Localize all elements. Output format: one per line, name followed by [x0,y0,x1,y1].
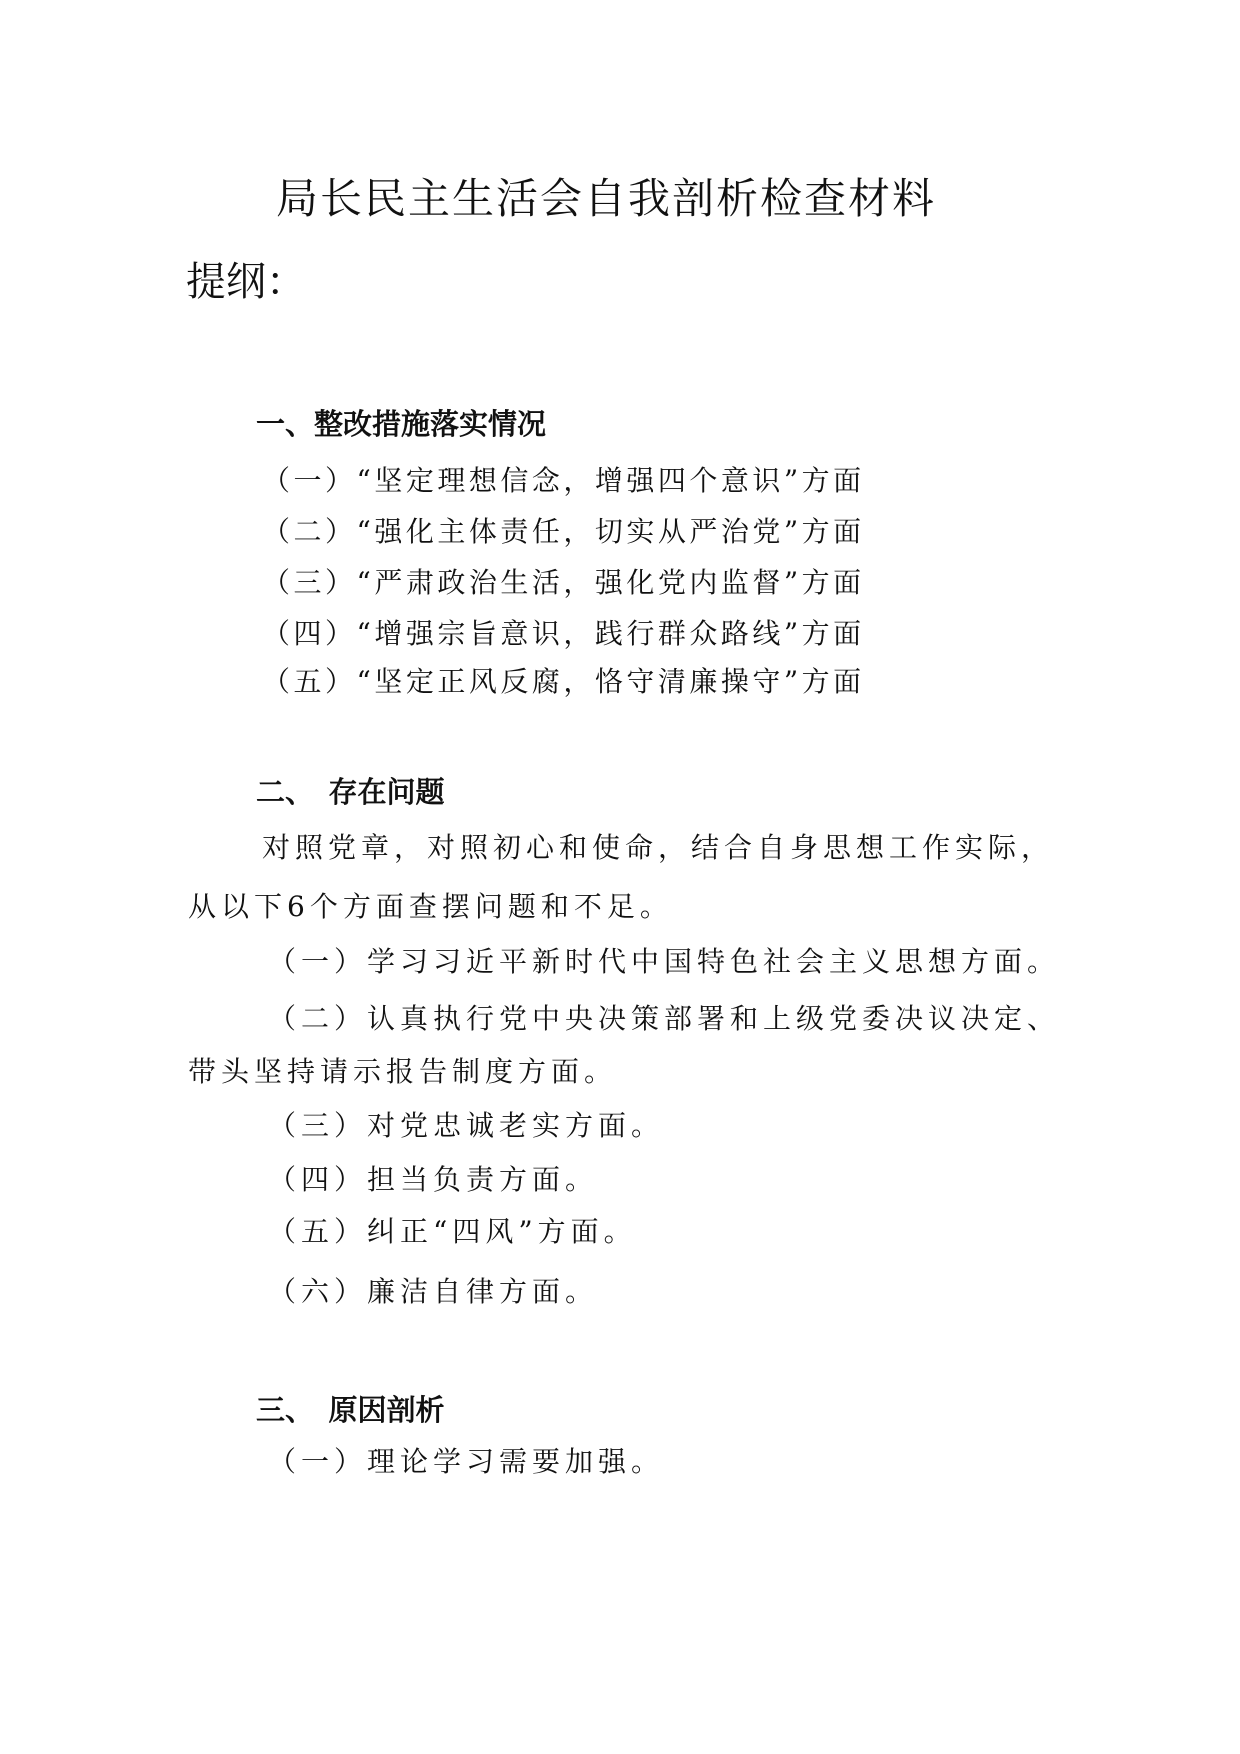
section-2-item: （五）纠正“四风”方面。 [268,1215,637,1248]
section-1-item: （五）“坚定正风反腐，恪守清廉操守”方面 [262,665,865,698]
section-2-item: （四）担当负责方面。 [268,1163,599,1196]
section-2-item: （六）廉洁自律方面。 [268,1275,599,1308]
section-2-item: （二）认真执行党中央决策部署和上级党委决议决定、 [268,1002,1061,1035]
section-3-heading: 三、 原因剖析 [256,1393,445,1427]
outline-label: 提纲： [186,259,306,305]
section-2-item: 带头坚持请示报告制度方面。 [188,1055,618,1088]
section-2-intro: 从以下6个方面查摆问题和不足。 [188,890,673,923]
section-2-item: （一）学习习近平新时代中国特色社会主义思想方面。 [268,945,1061,978]
section-3-item: （一）理论学习需要加强。 [268,1445,665,1478]
section-1-heading: 一、整改措施落实情况 [256,407,547,441]
section-2-intro: 对照党章，对照初心和使命，结合自身思想工作实际， [262,831,1055,864]
section-1-item: （二）“强化主体责任，切实从严治党”方面 [262,515,865,548]
section-2-item: （三）对党忠诚老实方面。 [268,1109,665,1142]
section-2-heading: 二、 存在问题 [256,775,445,809]
document-title: 局长民主生活会自我剖析检查材料 [276,174,937,223]
section-1-item: （三）“严肃政治生活，强化党内监督”方面 [262,566,865,599]
section-1-item: （四）“增强宗旨意识，践行群众路线”方面 [262,617,865,650]
section-1-item: （一）“坚定理想信念，增强四个意识”方面 [262,464,865,497]
